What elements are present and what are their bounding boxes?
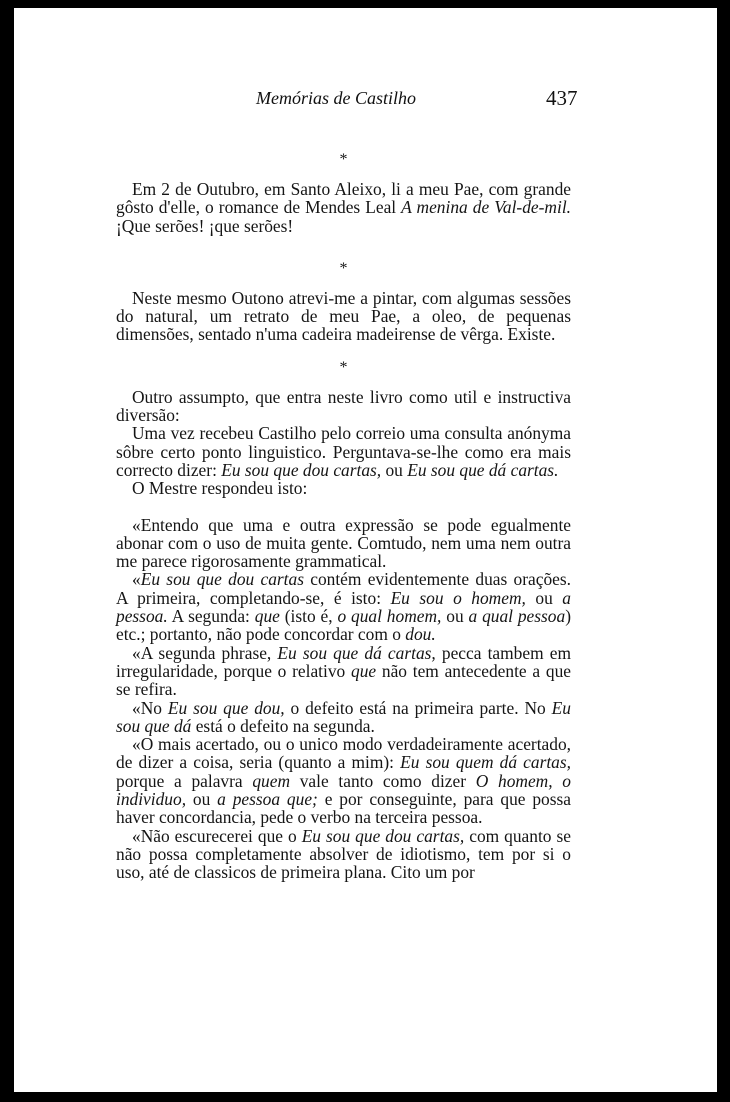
section-divider: * <box>339 259 348 277</box>
running-title: Memórias de Castilho <box>256 88 416 108</box>
book-page <box>14 8 717 1092</box>
paragraph: «A segunda phrase, Eu sou que dá cartas, pecca tambem em irregularidade, porque o relativo que não tem antecedente a que se refira. <box>116 642 571 700</box>
section-divider: * <box>339 151 348 168</box>
page-header <box>14 84 717 114</box>
paragraph: «Eu sou que dou cartas contém evidentemente duas orações. A primeira, completando-se, é isto: Eu sou o homem, ou a pessoa. A segunda: que (isto é, o qual homem, ou a qual pessoa) etc.; portanto, não pode concordar com o dou. <box>116 569 571 645</box>
paragraph: O Mestre respondeu isto: <box>132 478 308 499</box>
section-reading-note <box>116 180 571 235</box>
paragraph: Em 2 de Outubro, em Santo Aleixo, li a meu Pae, com grande gôsto d'elle, o romance de Mendes Leal A menina de Val-de-mil. ¡Que serões! ¡que serões! <box>116 179 571 236</box>
paragraph: Neste mesmo Outono atrevi-me a pintar, com algumas sessões do natural, um retrato de meu Pae, a oleo, de pequenas dimensões, sentado n'uma cadeira madeirense de vêrga. Existe. <box>116 287 571 345</box>
body-text <box>116 152 571 882</box>
paragraph: Outro assumpto, que entra neste livro como util e instructiva diversão: <box>116 386 571 426</box>
section-divider: * <box>339 358 348 376</box>
paragraph: Uma vez recebeu Castilho pelo correio uma consulta anónyma sôbre certo ponto linguistico. Perguntava-se-lhe como era mais correcto dizer: Eu sou que dou cartas, ou Eu sou que dá cartas. <box>116 423 571 480</box>
paragraph: «No Eu sou que dou, o defeito está na primeira parte. No Eu sou que dá está o defeito na segunda. <box>116 697 571 736</box>
paragraph: «O mais acertado, ou o unico modo verdadeiramente acertado, de dizer a coisa, seria (quanto a mim): Eu sou quem dá cartas, porque a palavra quem vale tanto como dizer O homem, o individuo, ou a pessoa que; e por conseguinte, para que possa haver concordancia, pede o verbo na terceira pessoa. <box>116 734 572 828</box>
page-number: 437 <box>546 86 578 110</box>
section-linguistic-question <box>116 388 571 498</box>
section-portrait-note <box>116 289 571 344</box>
paragraph: «Não escurecerei que o Eu sou que dou cartas, com quanto se não possa completamente absolver de idiotismo, tem por si o uso, até de classicos de primeira plana. Cito um por <box>116 825 571 883</box>
section-master-reply <box>116 516 571 882</box>
paragraph: «Entendo que uma e outra expressão se pode egualmente abonar com o uso de muita gente. Comtudo, nem uma nem outra me parece rigorosamente grammatical. <box>116 514 571 572</box>
